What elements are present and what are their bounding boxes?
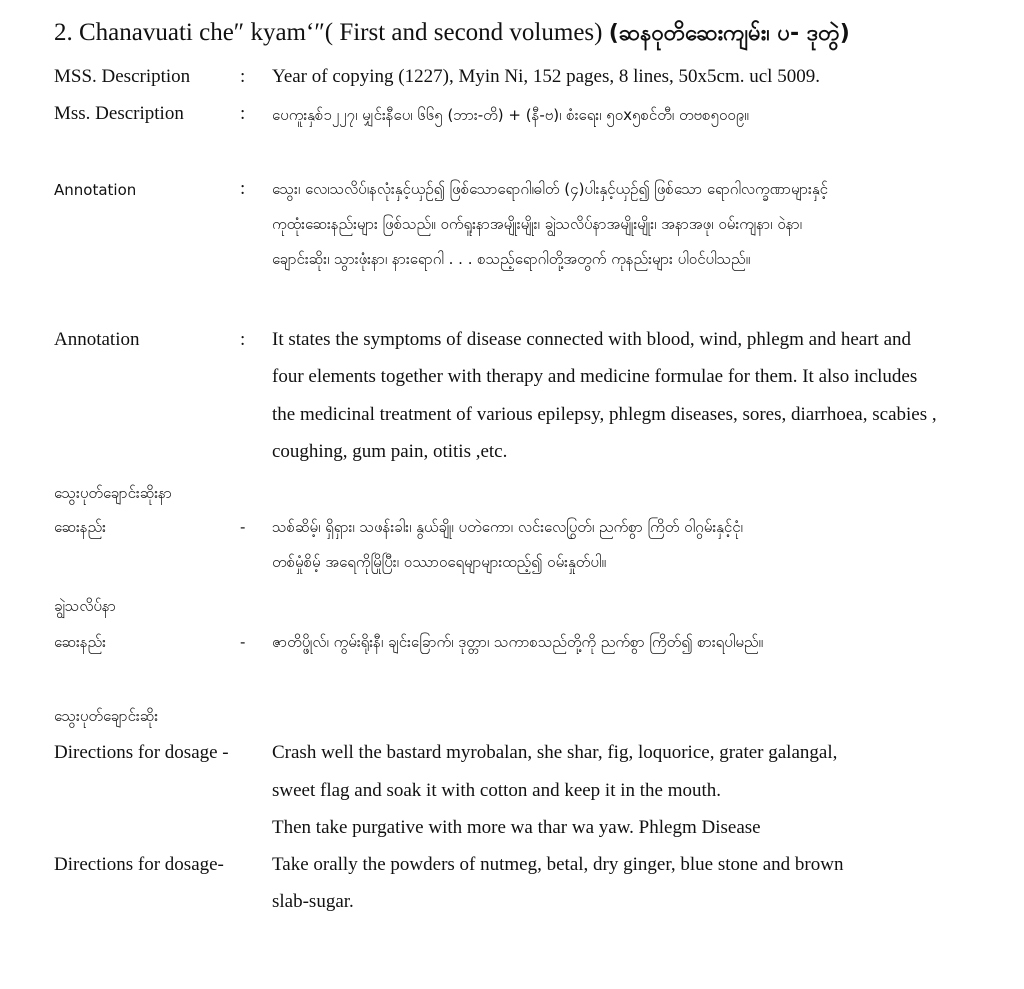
annotation-my-label: Annotation xyxy=(54,181,137,199)
prescription-line: တစ်မှုံစိမ့် အရေကိုမြိုပြီး၊ ဝဿာဝရေမျာများထည့်၍ ဝမ်းနှုတ်ပါ။ xyxy=(272,553,607,571)
annotation-en-line: four elements together with therapy and medicine formulae for them. It also includes xyxy=(272,366,918,387)
annotation-en-line: coughing, gum pain, otitis ,etc. xyxy=(272,441,508,462)
directions-line: Take orally the powders of nutmeg, betal, dry ginger, blue stone and brown xyxy=(272,854,844,875)
title-english: 2. Chanavuati che″ kyam‘″( First and second volumes) xyxy=(54,19,603,46)
annotation-my-line: သွေး၊ လေ၊သလိပ်၊နလုံးနှင့်ယှဉ်၍ ဖြစ်သောရောဂါ၊ဓါတ် (၄)ပါးနှင့်ယှဉ်၍ ဖြစ်သော ရောဂါလက္ခဏာများနှင့် xyxy=(272,180,828,198)
mss-description-my-value: ပေကူးနှစ်၁၂၂၇၊ မျှင်းနီပေ၊ ၆၆၅ (ဘား-တိ) + (နီ-ဗ)၊ စံးရေး၊ ၅၀x၅စင်တီ၊ တဗစ၅၀၀၉။ xyxy=(272,106,749,124)
mss-description-separator: : xyxy=(240,66,246,87)
annotation-en-separator: : xyxy=(240,329,246,350)
prescription-separator: - xyxy=(240,633,246,651)
prescription-label: ဆေးနည်း xyxy=(54,518,106,536)
mss-description-label: MSS. Description xyxy=(54,66,191,87)
page-title xyxy=(54,18,850,51)
mss-description-my-label: Mss. Description xyxy=(54,103,184,124)
annotation-en-label: Annotation xyxy=(54,329,140,350)
mss-description-my-separator: : xyxy=(240,103,246,124)
prescription-label: ဆေးနည်း xyxy=(54,633,106,651)
prescription-line: သစ်ဆိမ့်၊ ရှိရှား၊ သဖန်းခါး၊ နွယ်ချို၊ ပတဲကော၊ လင်းလေပြွတ်၊ ညက်စွာ ကြိတ် ဝါဂွမ်းနှင့်ငုံ၊ xyxy=(272,518,743,536)
directions-label: Directions for dosage- xyxy=(54,854,224,875)
prescription-separator: - xyxy=(240,518,246,536)
annotation-my-line: ကုထုံးဆေးနည်းများ ဖြစ်သည်။ ဝက်ရူးနာအမျိုးမျိုး၊ ချွဲသလိပ်နာအမျိုးမျိုး၊ အနာအဖု၊ ဝမ်းကျနာ၊ ဝဲနာ၊ xyxy=(272,215,803,233)
title-myanmar: (ဆနဝုတိဆေးကျမ်း၊ ပ- ဒုတွဲ) xyxy=(608,21,850,46)
annotation-my-separator: : xyxy=(240,178,246,199)
directions-line: sweet flag and soak it with cotton and keep it in the mouth. xyxy=(272,780,722,801)
section-heading-blood-cough: သွေးပုတ်ချောင်းဆိုးနာ xyxy=(54,484,172,502)
section-heading-blood-cough-2: သွေးပုတ်ချောင်းဆိုး xyxy=(54,707,159,725)
section-heading-phlegm: ချွဲသလိပ်နာ xyxy=(54,597,116,615)
directions-line: slab-sugar. xyxy=(272,891,354,912)
directions-line: Crash well the bastard myrobalan, she shar, fig, loquorice, grater galangal, xyxy=(272,742,838,763)
prescription-line: ဇာတိပ္ဖိုလ်၊ ကွမ်းရိုးနီ၊ ချင်းခြောက်၊ ဒုတ္တာ၊ သကာစသည်တို့ကို ညက်စွာ ကြိတ်၍ စားရပါမည်။ xyxy=(272,633,764,651)
annotation-en-line: the medicinal treatment of various epilepsy, phlegm diseases, sores, diarrhoea, scabies , xyxy=(272,404,937,425)
directions-label: Directions for dosage - xyxy=(54,742,229,763)
directions-line: Then take purgative with more wa thar wa yaw. Phlegm Disease xyxy=(272,817,761,838)
mss-description-value: Year of copying (1227), Myin Ni, 152 pages, 8 lines, 50x5cm. ucl 5009. xyxy=(272,66,820,87)
annotation-en-line: It states the symptoms of disease connected with blood, wind, phlegm and heart and xyxy=(272,329,911,350)
annotation-my-line: ချောင်းဆိုး၊ သွားဖုံးနာ၊ နားရောဂါ . . . စသည့်ရောဂါတို့အတွက် ကုနည်းများ ပါဝင်ပါသည်။ xyxy=(272,250,751,268)
